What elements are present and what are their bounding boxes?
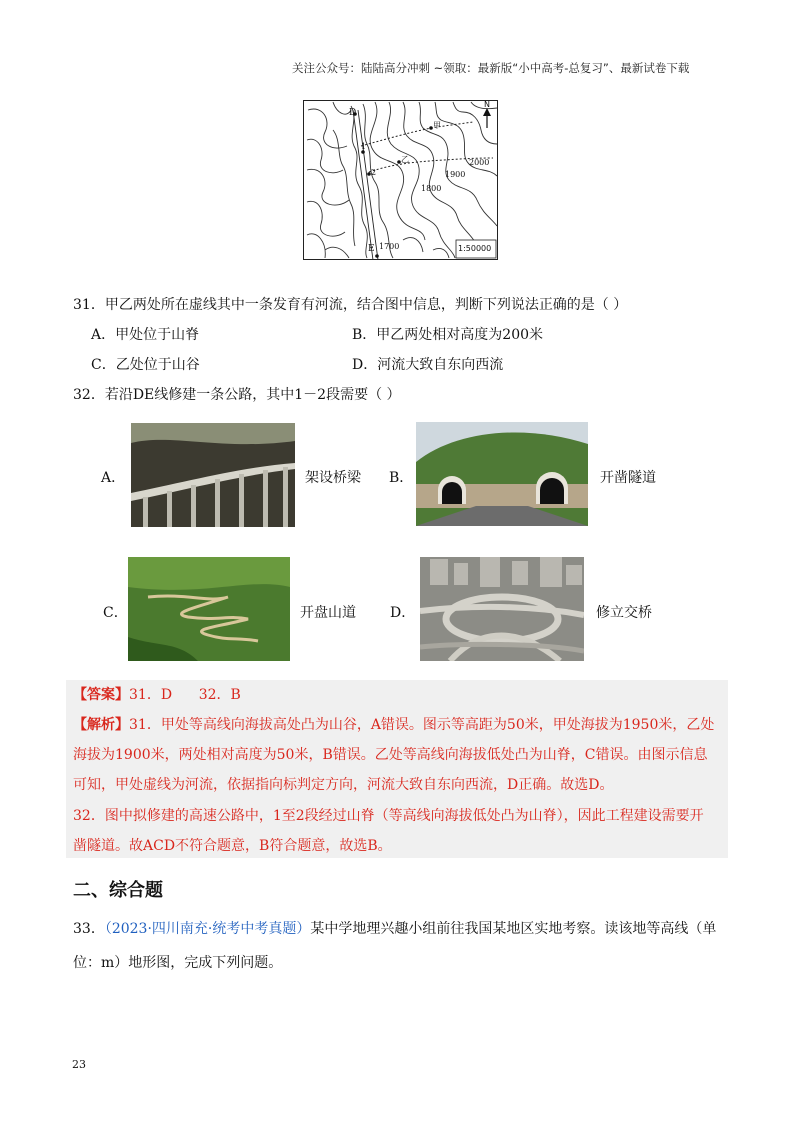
q32-option-d-letter: D． — [390, 605, 416, 621]
tunnel-photo — [416, 422, 588, 526]
analysis-line-1 — [73, 714, 714, 734]
map-label-yi: 乙 — [401, 155, 409, 164]
analysis-line-2: 海拔为1900米，两处相对高度为50米，B错误。乙处等高线向海拔低处凸为山脊，C错误。由图示信息 — [73, 747, 708, 763]
q32-option-c-caption: 开盘山道 — [300, 605, 356, 621]
q31-stem: 31．甲乙两处所在虚线其中一条发育有河流，结合图中信息，判断下列说法正确的是（ ） — [73, 297, 628, 313]
contour-label-1800: 1800 — [421, 184, 442, 193]
contour-map — [303, 100, 498, 260]
answer-label: 【答案】 — [73, 687, 129, 703]
q32-option-a-caption: 架设桥梁 — [305, 470, 361, 486]
q33-line-2: 位：m）地形图，完成下列问题。 — [73, 955, 283, 971]
answer-row — [73, 684, 241, 704]
contour-label-2000: 2000 — [469, 158, 490, 167]
q32-option-a-letter: A． — [101, 470, 126, 486]
contour-label-1900: 1900 — [445, 170, 466, 179]
mountain-road-photo — [128, 557, 290, 661]
map-label-d: D — [349, 108, 357, 118]
analysis-line-4: 32．图中拟修建的高速公路中，1至2段经过山脊（等高线向海拔低处凸为山脊），因此工程建设需要开 — [73, 808, 704, 824]
map-label-jia: 甲 — [433, 121, 441, 130]
q33-source: （2023·四川南充·统考中考真题） — [104, 921, 311, 937]
q33-line-1 — [73, 918, 716, 938]
map-scale: 1:50000 — [458, 244, 492, 253]
viaduct-photo — [131, 423, 295, 527]
analysis-label: 【解析】 — [73, 717, 129, 733]
contour-label-1700: 1700 — [379, 242, 400, 251]
q32-option-c-letter: C． — [103, 605, 128, 621]
analysis-line-3: 可知，甲处虚线为河流，依据指向标判定方向，河流大致自东向西流，D正确。故选D。 — [73, 777, 614, 793]
q33-number: 33． — [73, 921, 105, 937]
q32-stem: 32．若沿DE线修建一条公路，其中1－2段需要（ ） — [73, 387, 401, 403]
analysis-text-1: 31．甲处等高线向海拔高处凸为山谷，A错误。图示等高距为50米，甲处海拔为1950米，乙处 — [129, 717, 715, 733]
map-label-e: E — [368, 244, 375, 254]
q33-line1-rest: 某中学地理兴趣小组前往我国某地区实地考察。读该地等高线（单 — [310, 921, 717, 937]
section-title: 二、综合题 — [73, 880, 163, 901]
q32-option-b-caption: 开凿隧道 — [600, 470, 656, 486]
page-header: 关注公众号：陆陆高分冲刺 ~领取：最新版“小中高考-总复习”、最新试卷下载 — [292, 61, 690, 75]
page-number: 23 — [72, 1058, 86, 1071]
q31-option-c: C．乙处位于山谷 — [91, 357, 200, 373]
q32-option-d-caption: 修立交桥 — [596, 605, 652, 621]
north-label: N — [484, 100, 490, 109]
q32-option-b-letter: B． — [389, 470, 414, 486]
analysis-line-5: 凿隧道。故ACD不符合题意，B符合题意，故选B。 — [73, 838, 392, 854]
q31-option-d: D．河流大致自东向西流 — [352, 357, 504, 373]
q31-option-b: B．甲乙两处相对高度为200米 — [352, 327, 544, 343]
q31-option-a: A．甲处位于山脊 — [91, 327, 200, 343]
interchange-photo — [420, 557, 584, 661]
answer-text: 31．D 32．B — [129, 687, 241, 703]
map-label-2: 2 — [371, 168, 377, 177]
map-label-1: 1 — [361, 142, 367, 151]
answer-box — [66, 680, 728, 858]
